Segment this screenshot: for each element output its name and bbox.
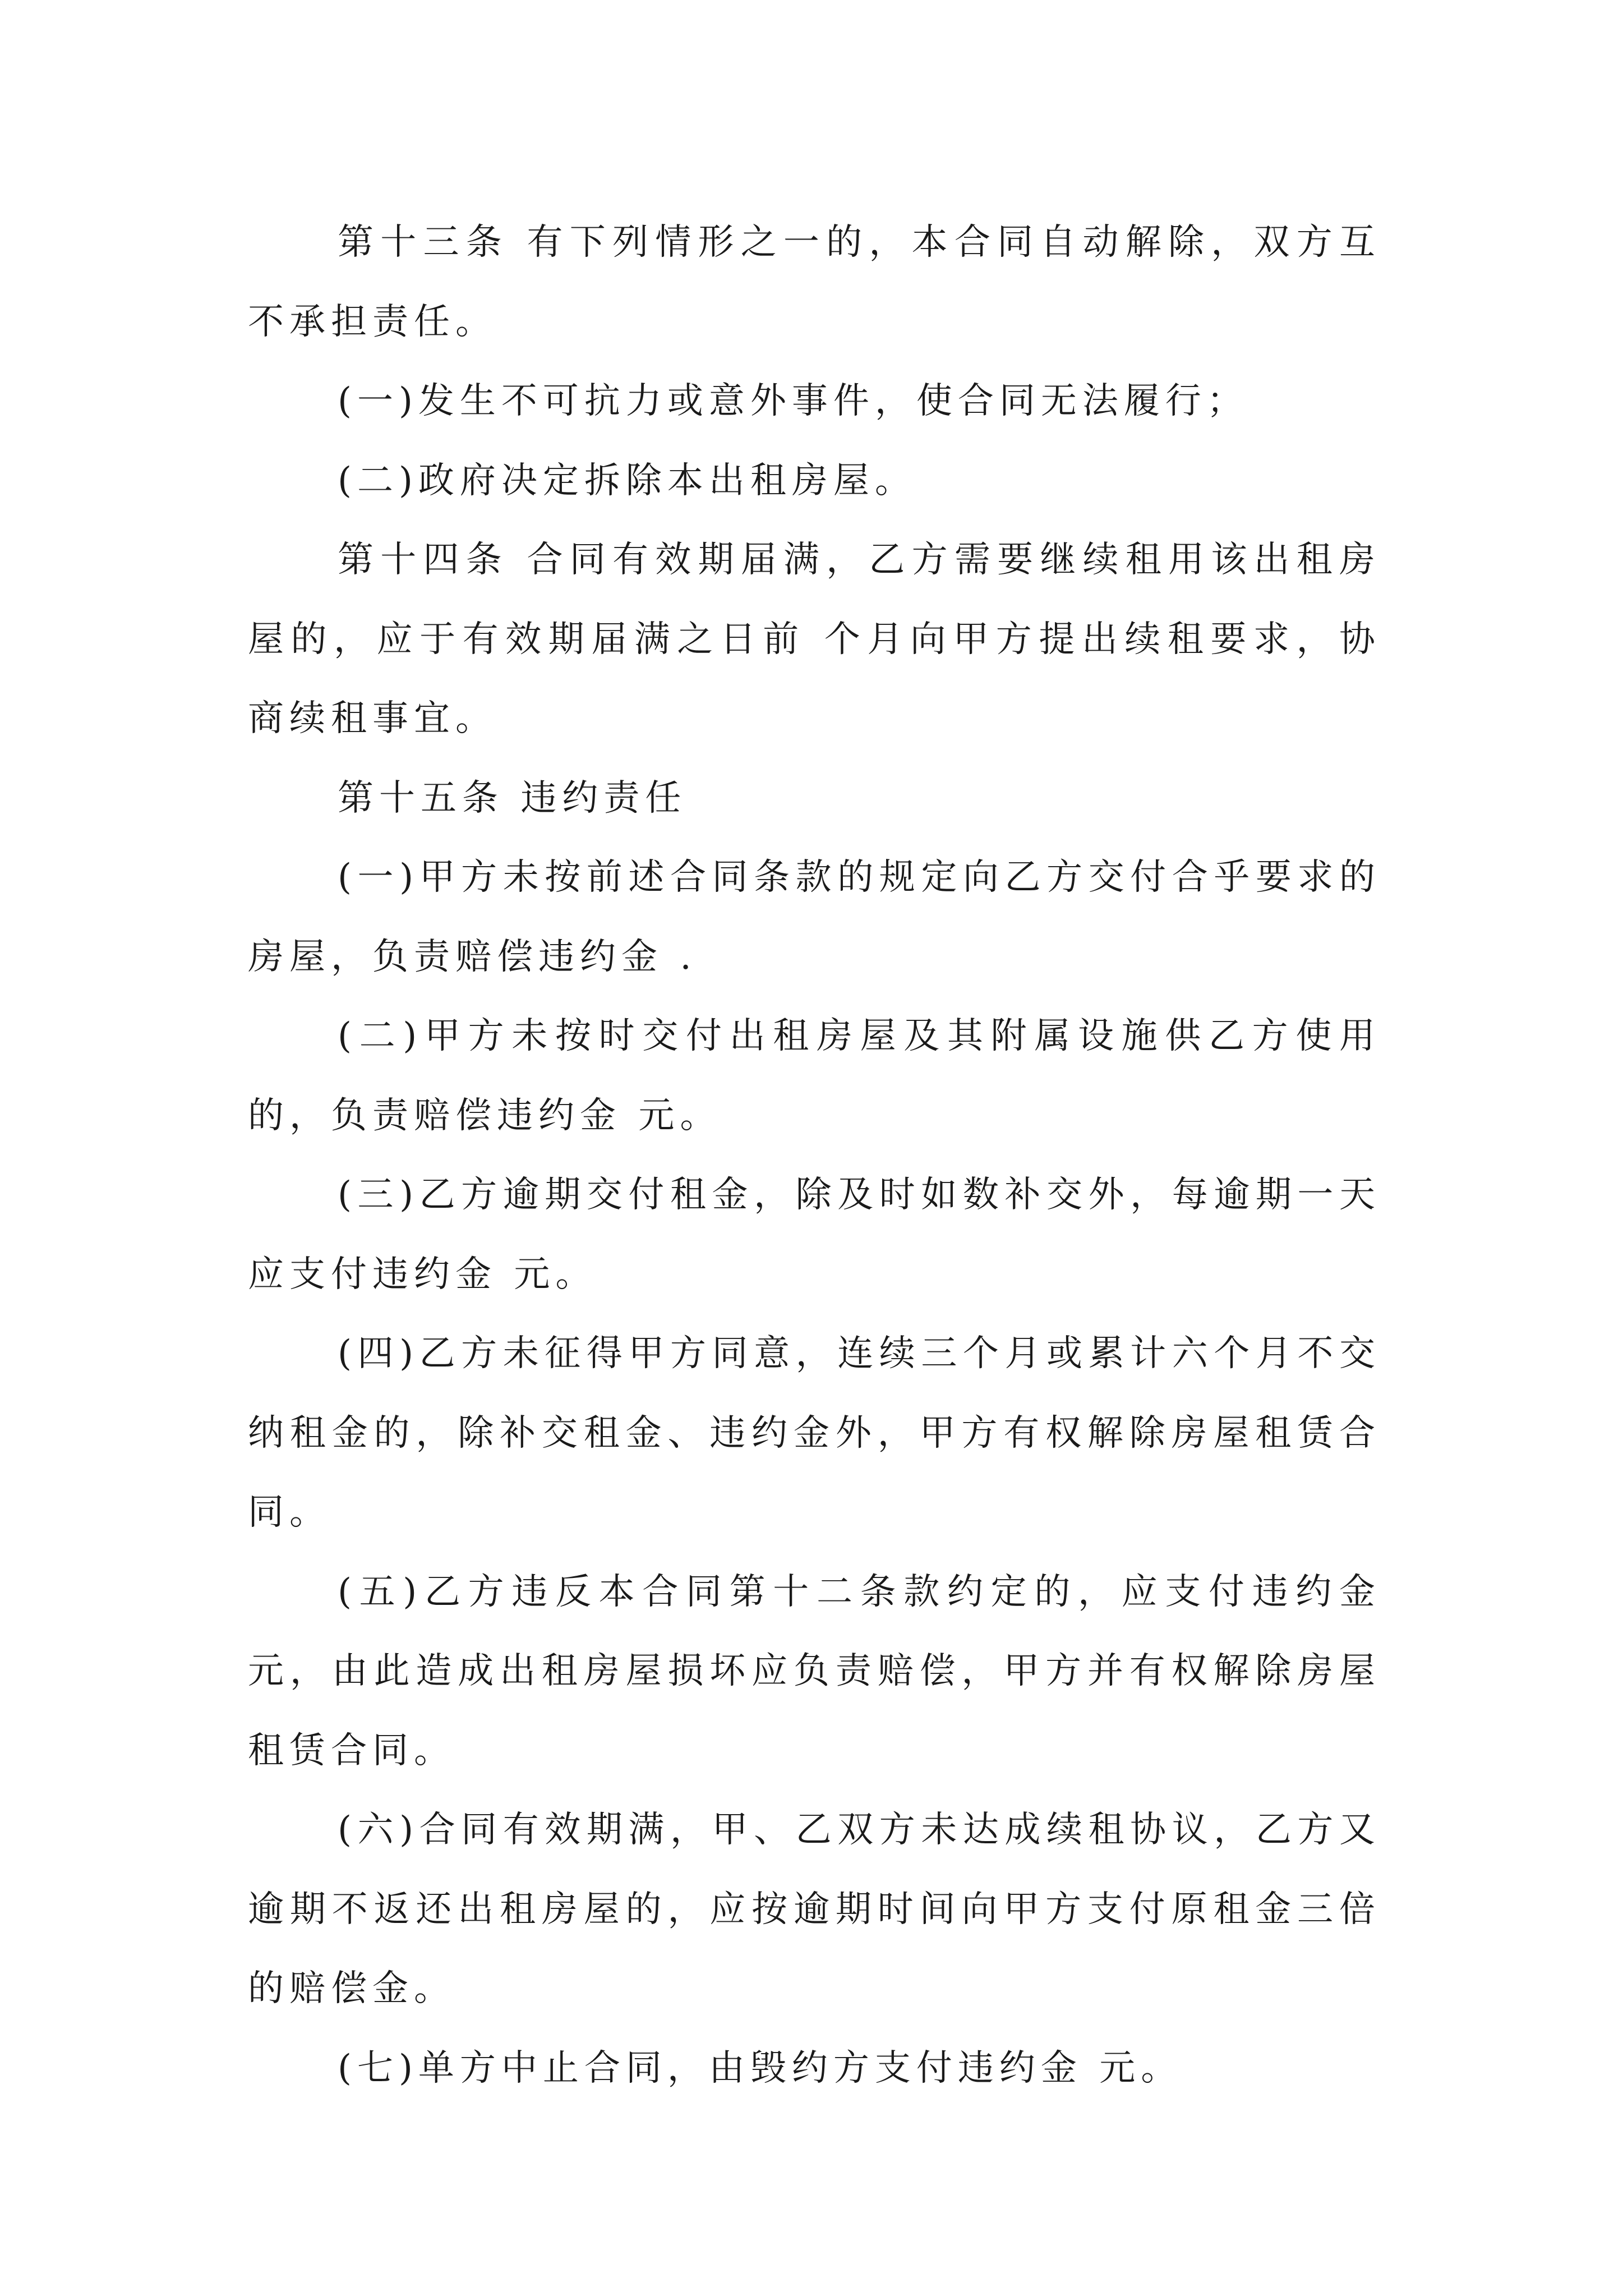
article-15-item-1: (一)甲方未按前述合同条款的规定向乙方交付合乎要求的房屋，负责赔偿违约金 . — [248, 857, 1381, 978]
article-15-heading: 第十五条 违约责任 — [338, 777, 687, 819]
article-13-item-2: (二)政府决定拆除本出租房屋。 — [338, 459, 916, 501]
article-15-item-2: (二)甲方未按时交付出租房屋及其附属设施供乙方使用的，负责赔偿违约金 元。 — [248, 1015, 1381, 1137]
article-15-item-7: (七)单方中止合同，由毁约方支付违约金 元。 — [338, 2047, 1183, 2089]
article-14-paragraph: 第十四条 合同有效期届满，乙方需要继续租用该出租房屋的，应于有效期届满之日前 个月向甲方提出续租要求，协商续租事宜。 — [248, 539, 1381, 739]
document-body — [248, 203, 1381, 2108]
article-15-item-4: (四)乙方未征得甲方同意，连续三个月或累计六个月不交纳租金的，除补交租金、违约金外，甲方有权解除房屋租赁合同。 — [248, 1333, 1381, 1533]
article-13-item-1: (一)发生不可抗力或意外事件，使合同无法履行； — [338, 380, 1248, 422]
article-15-item-3: (三)乙方逾期交付租金，除及时如数补交外，每逾期一天应支付违约金 元。 — [248, 1174, 1381, 1295]
article-13-paragraph: 第十三条 有下列情形之一的，本合同自动解除，双方互不承担责任。 — [248, 222, 1381, 343]
article-15-item-6: (六)合同有效期满，甲、乙双方未达成续租协议，乙方又逾期不返还出租房屋的，应按逾期时间向甲方支付原租金三倍的赔偿金。 — [248, 1809, 1381, 2009]
article-15-item-5: (五)乙方违反本合同第十二条款约定的，应支付违约金元，由此造成出租房屋损坏应负责赔偿，甲方并有权解除房屋租赁合同。 — [248, 1571, 1381, 1772]
